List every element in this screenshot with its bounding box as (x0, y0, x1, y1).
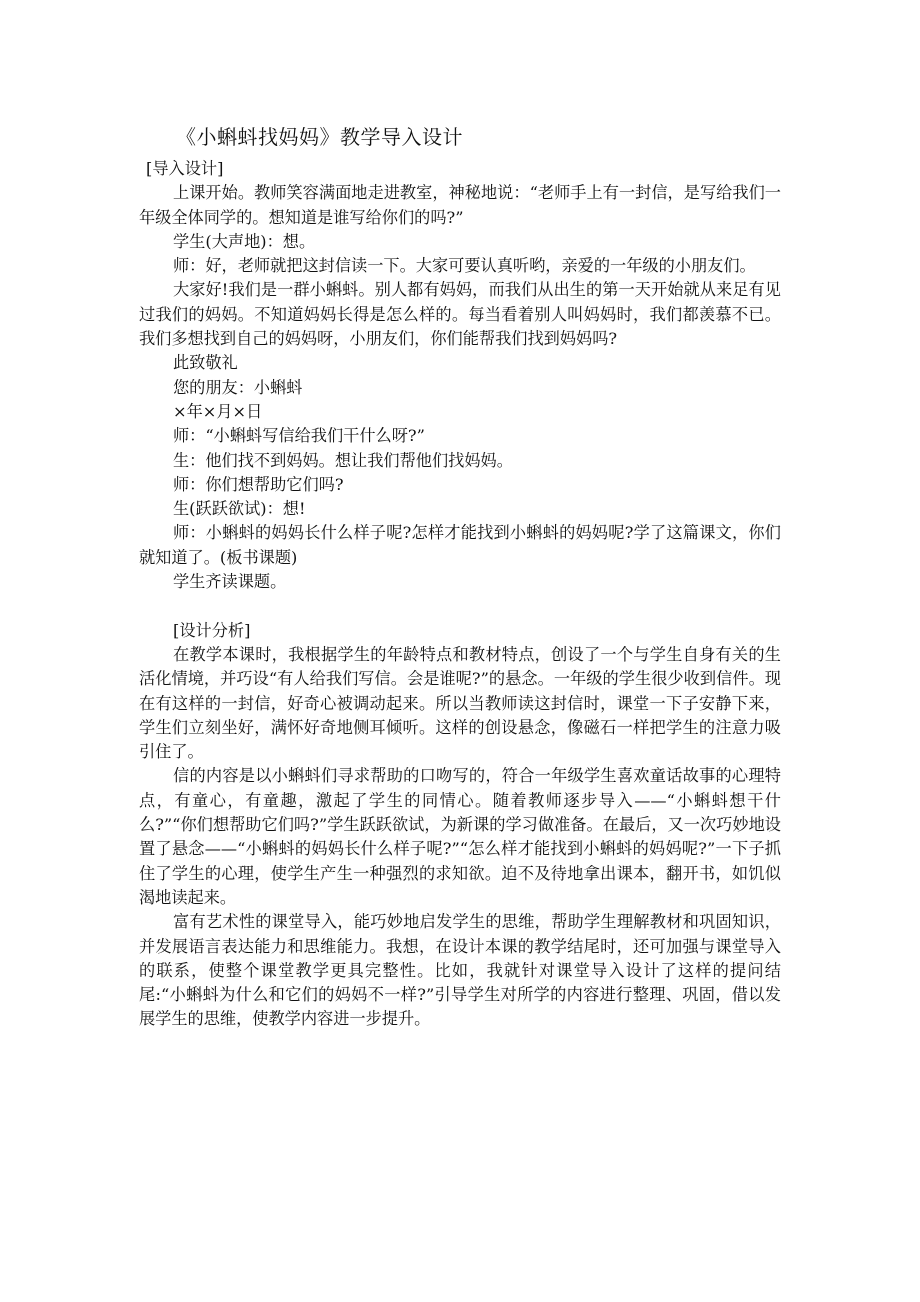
letter-closing: 此致敬礼 (173, 353, 238, 373)
paragraph: 生：他们找不到妈妈。想让我们帮他们找妈妈。 (173, 450, 513, 470)
paragraph: 富有艺术性的课堂导入，能巧妙地启发学生的思维，帮助学生理解教材和巩固知识，并发展语言表达能力和思维能力。我想，在设计本课的教学结尾时，还可加强与课堂导入的联系，使整个课堂教学更具完整性。比如，我就针对课堂导入设计了这样的提问结尾:“小蝌蚪为什么和它们的妈妈不一样?”引导学生对所学的内容进行整理、巩固，借以发展学生的思维，使教学内容进一步提升。 (139, 912, 781, 1029)
paragraph: 学生(大声地)：想。 (173, 231, 316, 251)
paragraph: 师：小蝌蚪的妈妈长什么样子呢?怎样才能找到小蝌蚪的妈妈呢?学了这篇课文，你们就知道了。(板书课题) (139, 523, 781, 567)
document-body (139, 157, 781, 1032)
paragraph: 师：你们想帮助它们吗? (173, 474, 344, 494)
paragraph: 在教学本课时，我根据学生的年龄特点和教材特点，创设了一个与学生自身有关的生活化情境，并巧设“有人给我们写信。会是谁呢?”的悬念。一年级的学生很少收到信件。现在有这样的一封信，好奇心被调动起来。所以当教师读这封信时，课堂一下子安静下来，学生们立刻坐好，满怀好奇地侧耳倾听。这样的创设悬念，像磁石一样把学生的注意力吸引住了。 (139, 644, 781, 762)
spacer (139, 594, 781, 618)
section-heading-analysis: [设计分析] (173, 620, 251, 640)
paragraph: 信的内容是以小蝌蚪们寻求帮助的口吻写的，符合一年级学生喜欢童话故事的心理特点，有童心，有童趣，激起了学生的同情心。随着教师逐步导入——“小蝌蚪想干什么?”“你们想帮助它们吗?”学生跃跃欲试，为新课的学习做准备。在最后，又一次巧妙地设置了悬念——“小蝌蚪的妈妈长什么样子呢?”“怎么样才能找到小蝌蚪的妈妈呢?”一下子抓住了学生的心理，使学生产生一种强烈的求知欲。迫不及待地拿出课本，翻开书，如饥似渴地读起来。 (139, 766, 781, 907)
letter-paragraph: 大家好!我们是一群小蝌蚪。别人都有妈妈，而我们从出生的第一天开始就从来足有见过我们的妈妈。不知道妈妈长得是怎么样的。每当看着别人叫妈妈时，我们都羡慕不已。我们多想找到自己的妈妈呀，小朋友们，你们能帮我们找到妈妈吗? (139, 280, 781, 349)
section-heading-intro: [导入设计] (146, 159, 224, 178)
paragraph: 师：好，老师就把这封信读一下。大家可要认真听哟，亲爱的一年级的小朋友们。 (173, 256, 756, 276)
paragraph: 学生齐读课题。 (173, 572, 287, 592)
paragraph: 上课开始。教师笑容满面地走进教室，神秘地说：“老师手上有一封信，是写给我们一年级全体同学的。想知道是谁写给你们的吗?” (139, 183, 781, 227)
letter-date: ×年×月×日 (173, 401, 263, 421)
paragraph: 生(跃跃欲试)：想! (173, 499, 306, 519)
document-title: 《小蝌蚪找妈妈》教学导入设计 (176, 125, 463, 149)
letter-signature: 您的朋友：小蝌蚪 (173, 377, 303, 397)
paragraph: 师：“小蝌蚪写信给我们干什么呀?” (173, 426, 425, 446)
